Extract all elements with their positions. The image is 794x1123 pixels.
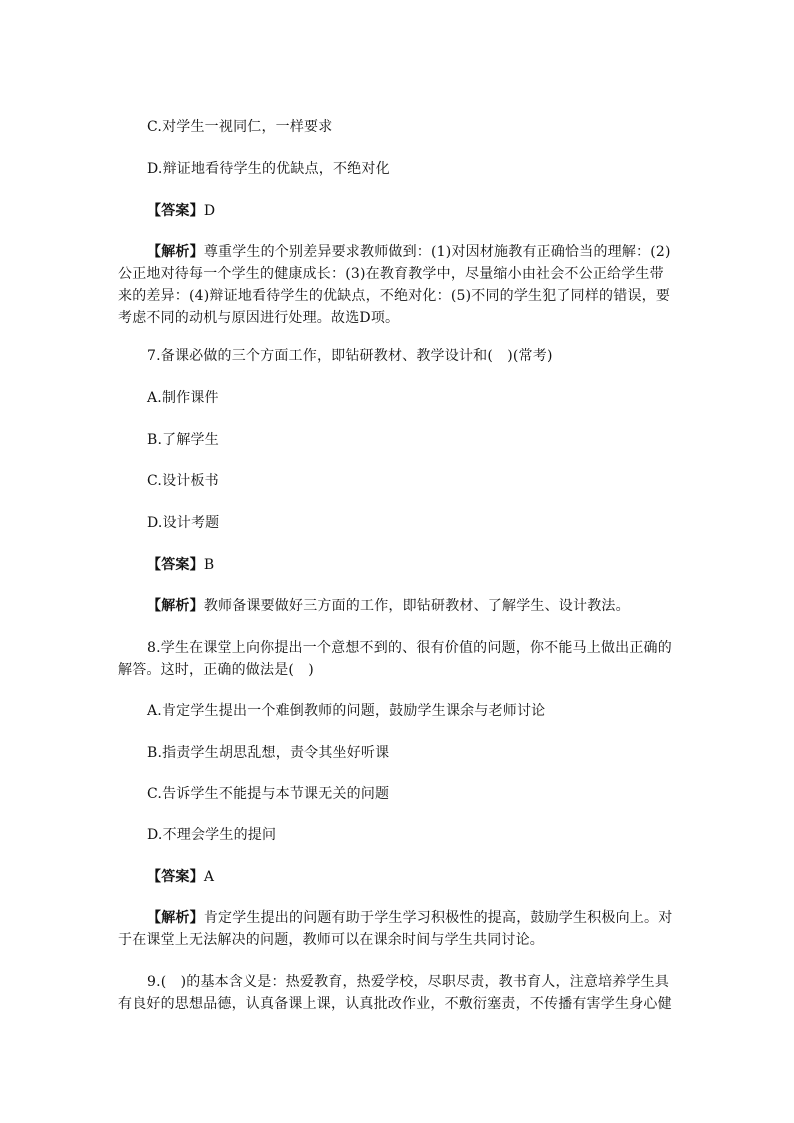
answer-value: A (203, 869, 215, 885)
answer-q6 (147, 201, 215, 221)
question-8-option-b: B.指责学生胡思乱想，责令其坐好听课 (147, 745, 390, 761)
analysis-text: 肯定学生提出的问题有助于学生学习积极性的提高，鼓励学生积极向上。对于在课堂上无法解决的问题，教师可以在课余时间与学生共同讨论。 (118, 910, 673, 948)
answer-value: D (203, 203, 216, 219)
answer-label: 【答案】 (147, 869, 204, 885)
question-9: 9.( )的基本含义是：热爱教育，热爱学校，尽职尽责，教书育人，注意培养学生具有良好的思想品德，认真备课上课，认真批改作业，不敷衍塞责，不传播有害学生身心健 (118, 974, 672, 1012)
question-7-option-d: D.设计考题 (147, 515, 220, 531)
question-7: 7.备课必做的三个方面工作，即钻研教材、教学设计和( )(常考) (147, 348, 553, 364)
analysis-text: 教师备课要做好三方面的工作，即钻研教材、了解学生、设计教法。 (203, 598, 630, 614)
question-8: 8.学生在课堂上向你提出一个意想不到的、很有价值的问题，你不能马上做出正确的解答。这时，正确的做法是( ) (118, 640, 672, 678)
answer-q8 (147, 867, 214, 887)
answer-label: 【答案】 (147, 557, 204, 573)
analysis-label: 【解析】 (147, 244, 204, 260)
option-c-previous-question: C.对学生一视同仁，一样要求 (147, 119, 333, 135)
option-d-previous-question: D.辩证地看待学生的优缺点，不绝对化 (147, 161, 390, 177)
question-8-option-c: C.告诉学生不能提与本节课无关的问题 (147, 786, 390, 802)
question-7-option-b: B.了解学生 (147, 432, 219, 448)
question-7-option-a: A.制作课件 (147, 390, 219, 406)
answer-value: B (203, 557, 215, 573)
question-8-option-a: A.肯定学生提出一个难倒教师的问题，鼓励学生课余与老师讨论 (147, 703, 546, 719)
analysis-q8 (118, 907, 678, 951)
analysis-text: 尊重学生的个别差异要求教师做到：(1)对因材施教有正确恰当的理解：(2)公正地对待每一个学生的健康成长：(3)在教育教学中，尽量缩小由社会不公正给学生带来的差异：(4)辩证地看待学生的优缺点，不绝对化：(5)不同的学生犯了同样的错误，要考虑不同的动机与原因进行处理。故选D项。 (118, 244, 671, 326)
analysis-label: 【解析】 (147, 910, 204, 926)
analysis-q7 (147, 596, 630, 616)
question-7-option-c: C.设计板书 (147, 473, 219, 489)
question-8-option-d: D.不理会学生的提问 (147, 827, 277, 843)
analysis-label: 【解析】 (147, 598, 204, 614)
answer-label: 【答案】 (147, 203, 204, 219)
answer-q7 (147, 555, 214, 575)
analysis-q6 (118, 241, 678, 329)
